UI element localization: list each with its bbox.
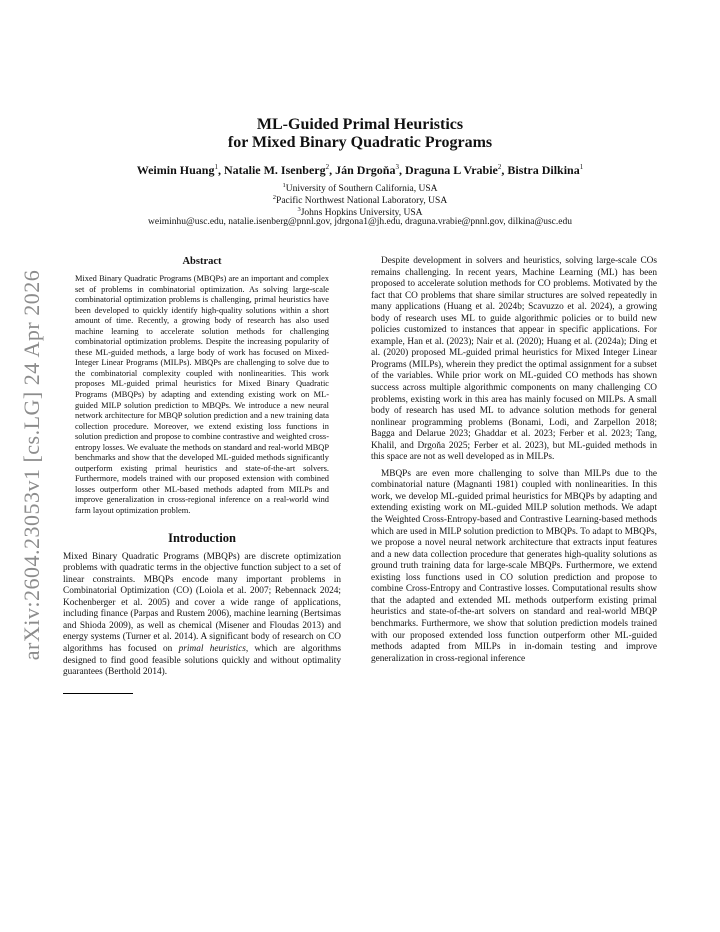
author-list: Weimin Huang$^1$, Natalie M. Isenberg$^2$, Ján Drgoňa$^3$, Draguna L Vrabie$^2$, Bistra Dilkina$^1$ <box>136 163 584 177</box>
author-name: Natalie M. Isenberg <box>223 163 326 177</box>
affiliation-name: University of Southern California, USA <box>285 184 438 195</box>
abstract-text: Mixed Binary Quadratic Programs (MBQPs) are an important and complex set of problems in combinatorial optimization. As solving large-scale combinatorial optimization problems is challenging, primal heuristics have been developed to quickly identify high-quality solutions within a short amount of time. Recently, a growing body of research has also used machine learning to accelerate solution methods for challenging combinatorial optimization problems. Despite the increasing popularity of these ML-guided methods, a large body of work has focused on Mixed-Integer Linear Programs (MILPs). MBQPs are challenging to solve due to the combinatorial complexity coupled with nonlinearities. This work proposes ML-guided primal heuristics for Mixed Binary Quadratic Programs (MBQPs) by adapting and extending existing work on ML-guided MILP solution prediction to MBQPs. We introduce a new neural network architecture for MBQP solution prediction and a new training data collection procedure. Moreover, we extend existing loss functions in solution prediction and propose to combine contrastive and weighted cross-entropy losses. We evaluate the methods on standard and real-world MBQP benchmarks and show that the developed ML-guided methods significantly outperform existing primal heuristics and state-of-the-art solvers. Furthermore, models trained with our proposed extension with combined losses outperform other ML-based methods adapted from MILPs and improve generalization in cross-regional inference on a real-world wind farm layout optimization problem. <box>75 274 329 516</box>
affiliation-mark: 1 <box>282 182 286 189</box>
author-affil-mark: 3 <box>395 163 399 171</box>
affiliation-mark: 2 <box>272 194 277 201</box>
author-affil-mark: 1 <box>579 163 584 171</box>
author-emails: weiminhu@usc.edu, natalie.isenberg@pnnl.gov, jdrgona1@jh.edu, draguna.vrabie@pnnl.gov, dilkina@usc.edu <box>148 217 572 227</box>
footnote-rule <box>63 693 133 694</box>
author-name: Weimin Huang <box>136 163 215 177</box>
abstract-heading: Abstract <box>182 256 222 267</box>
author-affil-mark: 1 <box>214 163 218 171</box>
paragraph-text: Mixed Binary Quadratic Programs (MBQPs) are discrete optimization problems with quadratic terms in the objective function subject to a set of linear constraints. MBQPs encode many important problems in Combinatorial Optimization (CO) (Loiola et al. 2007; Rebennack 2024; Kochenberger et al. 2005) and cover a wide range of applications, including finance (Parpas and Rustem 2006), machine learning (Bertsimas and Shioda 2009), as well as chemical (Misener and Floudas 2013) and energy systems (Turner et al. 2014). A significant body of research on CO algorithms has focused on <box>63 551 341 654</box>
introduction-heading: Introduction <box>168 530 236 545</box>
emphasized-term: primal heuristics <box>178 643 246 654</box>
introduction-paragraph-1 <box>63 552 341 679</box>
affiliation-name: Pacific Northwest National Laboratory, USA <box>276 196 448 207</box>
introduction-paragraph-2: Despite development in solvers and heuristics, solving large-scale COs remains challenging. In recent years, Machine Learning (ML) has been proposed to accelerate solution methods for CO problems. Motivated by the fact that CO problems that share similar structures are solved repeatedly in many applications (Huang et al. 2024b; Scavuzzo et al. 2024), a growing body of research uses ML to guide algorithmic policies or to build new policies customized to instances that appear in specific applications. For example, Han et al. (2023); Nair et al. (2020); Huang et al. (2024a); Ding et al. (2020) proposed ML-guided primal heuristics for Mixed Integer Linear Programs (MILPs), wherein they predict the optimal assignment for a subset of the variables. While prior work on ML-guided CO methods has shown success across multiple algorithmic components on many challenging CO problems, existing work in this area has mainly focused on MILPs. A small body of research has used ML to advance solution methods for general nonlinear programming problems (Bonami, Lodi, and Zarpellon 2018; Bagga and Delarue 2023; Ghaddar et al. 2023; Ferber et al. 2023; Tang, Khalil, and Drgoňa 2025; Ferber et al. 2023), but ML-guided methods in this space are not as well developed as in MILPs. <box>371 256 657 463</box>
author-affil-mark: 2 <box>497 163 502 171</box>
affiliation-name: Johns Hopkins University, USA <box>300 208 423 219</box>
affiliation-mark: 3 <box>297 206 301 213</box>
left-column <box>63 256 341 694</box>
paper-title-line-2: for Mixed Binary Quadratic Programs <box>227 134 493 151</box>
right-column <box>371 256 657 665</box>
author-affil-mark: 2 <box>325 163 330 171</box>
author-name: Bistra Dilkina <box>507 163 580 177</box>
paragraph-text: , which are algorithms designed to find good feasible solutions quickly and without optimality guarantees (Berthold 2014). <box>63 643 341 678</box>
arxiv-id-text: arXiv:2604.23053v1 [cs.LG] 24 Apr 2026 <box>19 269 44 661</box>
author-name: Draguna L Vrabie <box>404 163 498 177</box>
introduction-paragraph-3: MBQPs are even more challenging to solve than MILPs due to the combinatorial nature (Magnanti 1981) coupled with nonlinearities. In this work, we develop ML-guided primal heuristics for MBQPs by adapting and extending existing work on ML-guided MILP solution methods. We adapt the Weighted Cross-Entropy-based and Contrastive Learning-based methods which are used in MILP solution prediction to MBQPs. To adapt to MBQPs, we propose a novel neural network architecture that extracts input features and a new data collection procedure that generates high-quality solutions as ground truth training data for large-scale MBQPs. Furthermore, we extend existing loss functions used in CO solution prediction and propose to combine Cross-Entropy and Contrastive losses. Computational results show that the adapted and extended ML methods outperform existing primal heuristics and state-of-the-art solvers on standard and real-world MBQP benchmarks. Furthermore, we show that solution prediction models trained with our proposed extended loss function outperform other ML-guided methods adapted from MILPs in in-domain testing and improve generalization in cross-regional inference <box>371 468 657 664</box>
arxiv-identifier-stamp <box>8 255 56 675</box>
author-name: Ján Drgoňa <box>335 163 396 177</box>
paper-title-line-1: ML-Guided Primal Heuristics <box>256 116 464 133</box>
